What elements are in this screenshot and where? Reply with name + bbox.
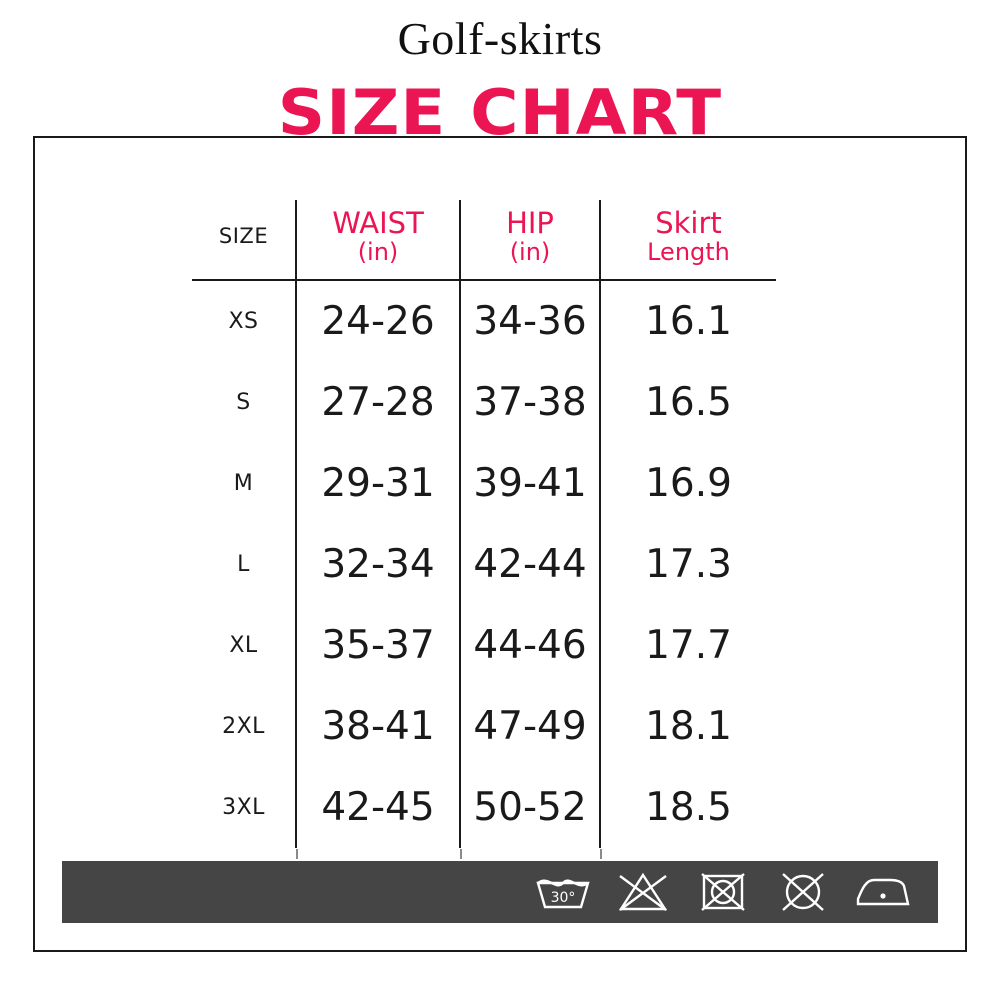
column-header-waist-label: WAIST [332,206,424,240]
cell-size: S [236,389,251,415]
cell-size: XS [228,308,259,334]
column-header-hip [460,200,600,280]
table-row [192,767,776,848]
table-row [192,686,776,767]
column-tick [460,849,462,859]
cell-length: 17.3 [600,524,776,605]
do-not-bleach-icon [606,868,680,916]
do-not-tumble-dry-icon [686,868,760,916]
cell-length: 17.7 [600,605,776,686]
cell-waist: 27-28 [296,362,460,443]
column-header-hip-label: HIP [506,206,554,240]
table-row [192,524,776,605]
column-header-length-label: Skirt [655,206,722,240]
brand-title: Golf-skirts [397,13,603,64]
column-tick [600,849,602,859]
cell-waist: 29-31 [296,443,460,524]
column-header-length [600,200,776,280]
svg-text:30°: 30° [550,890,576,906]
cell-hip: 47-49 [460,686,600,767]
cell-length: 16.1 [600,280,776,362]
cell-hip: 39-41 [460,443,600,524]
table-row [192,605,776,686]
cell-size: L [237,551,250,577]
column-header-size-label: SIZE [218,224,269,248]
page-title: SIZE CHART [277,76,723,149]
cell-waist: 35-37 [296,605,460,686]
table-header-row [192,200,776,280]
cell-waist: 38-41 [296,686,460,767]
cell-hip: 37-38 [460,362,600,443]
column-header-hip-unit: (in) [509,238,551,266]
cell-size: 3XL [222,794,265,820]
size-table-container [192,200,776,848]
cell-length: 18.1 [600,686,776,767]
cell-size: XL [229,632,258,658]
column-header-length-unit: Length [647,238,730,266]
cell-length: 16.5 [600,362,776,443]
table-row [192,443,776,524]
table-body [192,280,776,848]
cell-hip: 50-52 [460,767,600,848]
column-header-waist [296,200,460,280]
cell-length: 18.5 [600,767,776,848]
cell-size: M [233,470,254,496]
size-table [192,200,776,848]
cell-hip: 34-36 [460,280,600,362]
cell-size: 2XL [222,713,265,739]
care-instructions-bar [62,861,938,923]
cell-hip: 42-44 [460,524,600,605]
cell-waist: 24-26 [296,280,460,362]
table-header [192,200,776,280]
cell-length: 16.9 [600,443,776,524]
cell-hip: 44-46 [460,605,600,686]
cell-waist: 42-45 [296,767,460,848]
column-header-size [192,200,296,280]
cell-waist: 32-34 [296,524,460,605]
column-header-waist-unit: (in) [357,238,399,266]
iron-low-heat-icon [846,868,920,916]
table-row [192,280,776,362]
table-row [192,362,776,443]
wash-30-degrees-icon [526,868,600,916]
do-not-dry-clean-icon [766,868,840,916]
column-tick [296,849,298,859]
